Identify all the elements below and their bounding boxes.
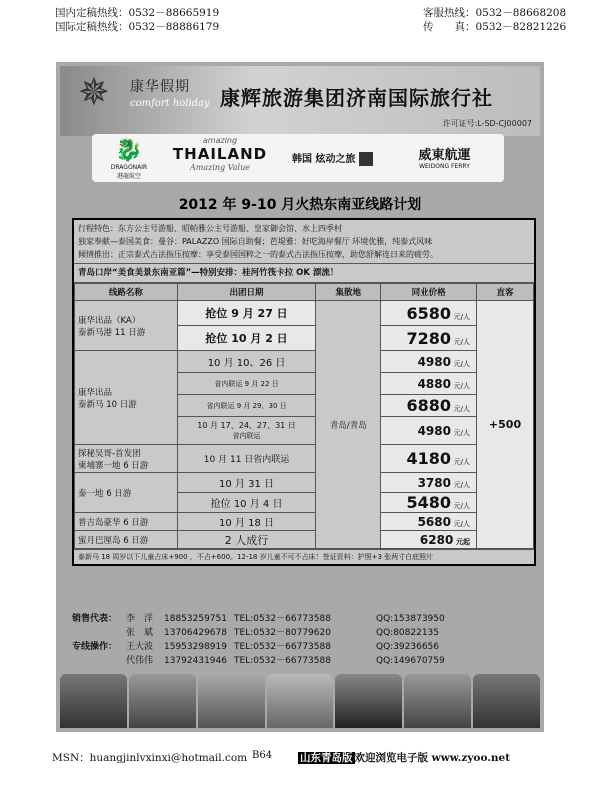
price-unit: 元/人 (453, 502, 471, 510)
price-value: 4180 (406, 449, 451, 468)
route-name (75, 473, 178, 513)
star-logo-icon: ✵ (78, 70, 110, 114)
table-row (75, 531, 534, 549)
contact-qq: QQ:39236656 (376, 642, 440, 652)
contact-list (72, 612, 532, 668)
fax-number: 传 真：0532－82821226 (423, 21, 567, 33)
contact-mobile: 13706429678 (164, 628, 227, 638)
price-cell (381, 445, 477, 473)
logo-chinese: 康华假期 (130, 79, 190, 95)
route-text: 康华出品（KA） 泰新马港 11 日游 (78, 315, 146, 338)
date-line: 10 月 17、24、27、31 日 (197, 420, 296, 430)
route-name (75, 351, 178, 445)
depart-date: 10 月 18 日 (177, 513, 316, 531)
price-value: 6280 (419, 532, 454, 547)
license-number: 许可证号:L-SD-CJ00007 (442, 119, 532, 128)
price-value: 5680 (417, 514, 451, 529)
depart-date: 抢位 10 月 2 日 (177, 326, 316, 351)
contact-name: 王大波 (126, 642, 154, 652)
agency-name: 康辉旅游集团济南国际旅行社 (220, 86, 493, 110)
price-unit: 元/人 (453, 428, 471, 437)
ad-page (56, 62, 544, 732)
feature-item: 独家奉献—泰国美食：曼谷：PALAZZO 国际自助餐；芭堤雅：好吃海岸餐厅 环境优雅，纯泰式风味 (78, 237, 433, 246)
feature-item: 行程特色：东方公主号游船、昭帕雅公主号游船、皇家御会馆、水上四季村 (78, 224, 342, 233)
price-value: 6880 (406, 396, 451, 415)
depart-date: 抢位 10 月 4 日 (177, 493, 316, 513)
photo-image (198, 674, 265, 728)
col-price: 同业价格 (381, 284, 477, 301)
route-name (75, 445, 178, 473)
feature-list (74, 220, 534, 264)
promo-line: 青岛口岸“美食美景东南亚篇”—特别安排：桂河竹筏卡拉 OK 漂流！ (74, 264, 534, 283)
brand-highlight: 山东青岛版 (300, 752, 353, 764)
col-dates: 出团日期 (177, 284, 316, 301)
table-row (75, 513, 534, 531)
contact-mobile: 13792431946 (164, 656, 227, 666)
depart-date: 2 人成行 (177, 531, 316, 549)
contact-name: 张 斌 (126, 628, 154, 638)
photo-image (473, 674, 540, 728)
price-cell (381, 395, 477, 417)
price-value: 6580 (406, 303, 451, 323)
price-cell (381, 473, 477, 493)
price-cell (381, 326, 477, 351)
table-row (75, 351, 534, 373)
route-table (74, 283, 534, 549)
price-value: 4980 (417, 354, 451, 369)
weidong-cn-text: 威東航運 (418, 148, 471, 163)
price-cell (381, 351, 477, 373)
price-value: 5480 (406, 493, 451, 512)
contact-name: 李 洋 (126, 614, 154, 624)
thailand-logo (170, 136, 270, 172)
price-value: 7280 (406, 328, 451, 348)
price-unit: 元/人 (453, 405, 471, 413)
col-gather: 集散地 (316, 284, 381, 301)
contact-name: 代伟伟 (126, 656, 154, 666)
dragonair-cn-text: 港龍航空 (116, 173, 141, 180)
photo-image (129, 674, 196, 728)
contact-qq: QQ:153873950 (376, 614, 445, 624)
route-text: 蜜月巴厘岛 6 日游 (78, 535, 149, 546)
depart-date: 10 月 11 日省内联运 (177, 445, 316, 473)
domestic-hotline: 国内定稿热线：0532－88665919 (55, 7, 220, 19)
price-value: 4880 (417, 376, 451, 391)
korea-text: 韩国 炫动之旅 (292, 154, 356, 165)
price-unit: 元/人 (453, 458, 471, 466)
price-cell (381, 417, 477, 445)
photo-image (60, 674, 127, 728)
thai-sub-text: Amazing Value (190, 163, 250, 172)
contact-role: 销售代表： (72, 614, 118, 624)
price-cell (381, 493, 477, 513)
weidong-logo (392, 144, 497, 170)
route-text: 普吉岛豪华 6 日游 (78, 517, 149, 528)
dragonair-text: DRAGONAIR (110, 164, 148, 171)
depart-date: 省内联运 9 月 22 日 (177, 373, 316, 395)
photo-image (267, 674, 334, 728)
contact-tel: TEL:0532－80779620 (234, 628, 331, 638)
feature-item: 倾情推出：正宗泰式古法指压按摩：享受泰国国粹之一的泰式古法指压按摩，助您舒解连日来的疲劳。 (78, 250, 438, 259)
list-item (72, 612, 532, 626)
price-value: 4980 (417, 423, 451, 438)
weidong-en-text: WEIDONG FERRY (419, 163, 470, 170)
contact-role: 专线操作： (72, 642, 118, 652)
contact-mobile: 15953298919 (164, 642, 227, 652)
brand-text: 欢迎浏览电子版 www.zyoo.net (354, 752, 511, 764)
contact-tel: TEL:0532－66773588 (234, 656, 331, 666)
msn-contact: MSN：huangjinlvxinxi@hotmail.com (52, 752, 248, 764)
thai-top-text: amazing (202, 136, 238, 145)
contact-role (72, 626, 126, 640)
dragonair-logo (100, 138, 158, 180)
contact-tel: TEL:0532－66773588 (234, 614, 331, 624)
table-header-row (75, 284, 534, 301)
list-item (72, 626, 532, 640)
korea-mark-icon (359, 152, 373, 166)
logo-english: comfort holiday (130, 98, 210, 109)
price-cell (381, 373, 477, 395)
contact-role (72, 654, 126, 668)
depart-date: 10 月 31 日 (177, 473, 316, 493)
thai-main-text: THAILAND (172, 145, 268, 163)
depart-date (177, 417, 316, 445)
dragon-icon: 🐉 (115, 138, 143, 163)
depart-date: 省内联运 9 月 29、30 日 (177, 395, 316, 417)
header-banner (60, 66, 540, 136)
depart-date: 10 月 10、26 日 (177, 351, 316, 373)
intl-hotline: 国际定稿热线：0532－88886179 (55, 21, 220, 33)
price-unit: 元/人 (453, 359, 471, 368)
price-cell (381, 513, 477, 531)
child-visa-note: 泰新马 18 周岁以下儿童占床+900 ，不占+600。12-18 岁儿童不可不占床！签证资料：护照+3 张两寸白底照片 (74, 549, 534, 564)
gathering-point: 青岛/青岛 (316, 301, 381, 549)
price-cell (381, 531, 477, 549)
route-name (75, 513, 178, 531)
price-cell (381, 301, 477, 326)
price-unit: 元起 (456, 537, 471, 546)
col-route: 线路名称 (75, 284, 178, 301)
page-title: 2012 年 9-10 月火热东南亚线路计划 (178, 197, 422, 213)
photo-image (335, 674, 402, 728)
table-row (75, 301, 534, 326)
route-name (75, 301, 178, 351)
destination-photo-strip (60, 674, 540, 728)
price-unit: 元/人 (453, 519, 471, 528)
table-row (75, 445, 534, 473)
contact-mobile: 18853259751 (164, 614, 227, 624)
contact-tel: TEL:0532－66773588 (234, 642, 331, 652)
price-value: 3780 (417, 475, 451, 490)
direct-surcharge: +500 (477, 301, 534, 549)
route-table-box (72, 218, 536, 566)
route-name (75, 531, 178, 549)
route-text: 康华出品 泰新马 10 日游 (78, 387, 137, 410)
list-item (72, 654, 532, 668)
page-number: B64 (252, 750, 273, 761)
partner-logos (92, 134, 504, 182)
price-unit: 元/人 (453, 312, 471, 321)
route-text: 探秘吴哥-首发团 柬埔寨一地 6 日游 (78, 448, 149, 471)
photo-image (404, 674, 471, 728)
col-direct: 直客 (477, 284, 534, 301)
price-unit: 元/人 (453, 480, 471, 489)
price-unit: 元/人 (453, 337, 471, 346)
list-item (72, 640, 532, 654)
depart-date: 抢位 9 月 27 日 (177, 301, 316, 326)
contact-qq: QQ:80822135 (376, 628, 440, 638)
table-row (75, 473, 534, 493)
footer-brand (298, 750, 510, 765)
contact-qq: QQ:149670759 (376, 656, 445, 666)
route-text: 泰一地 6 日游 (78, 488, 132, 499)
service-hotline: 客服热线：0532－88668208 (423, 7, 567, 19)
korea-logo (292, 150, 373, 166)
price-unit: 元/人 (453, 381, 471, 390)
date-note: 省内联运 (232, 431, 261, 440)
